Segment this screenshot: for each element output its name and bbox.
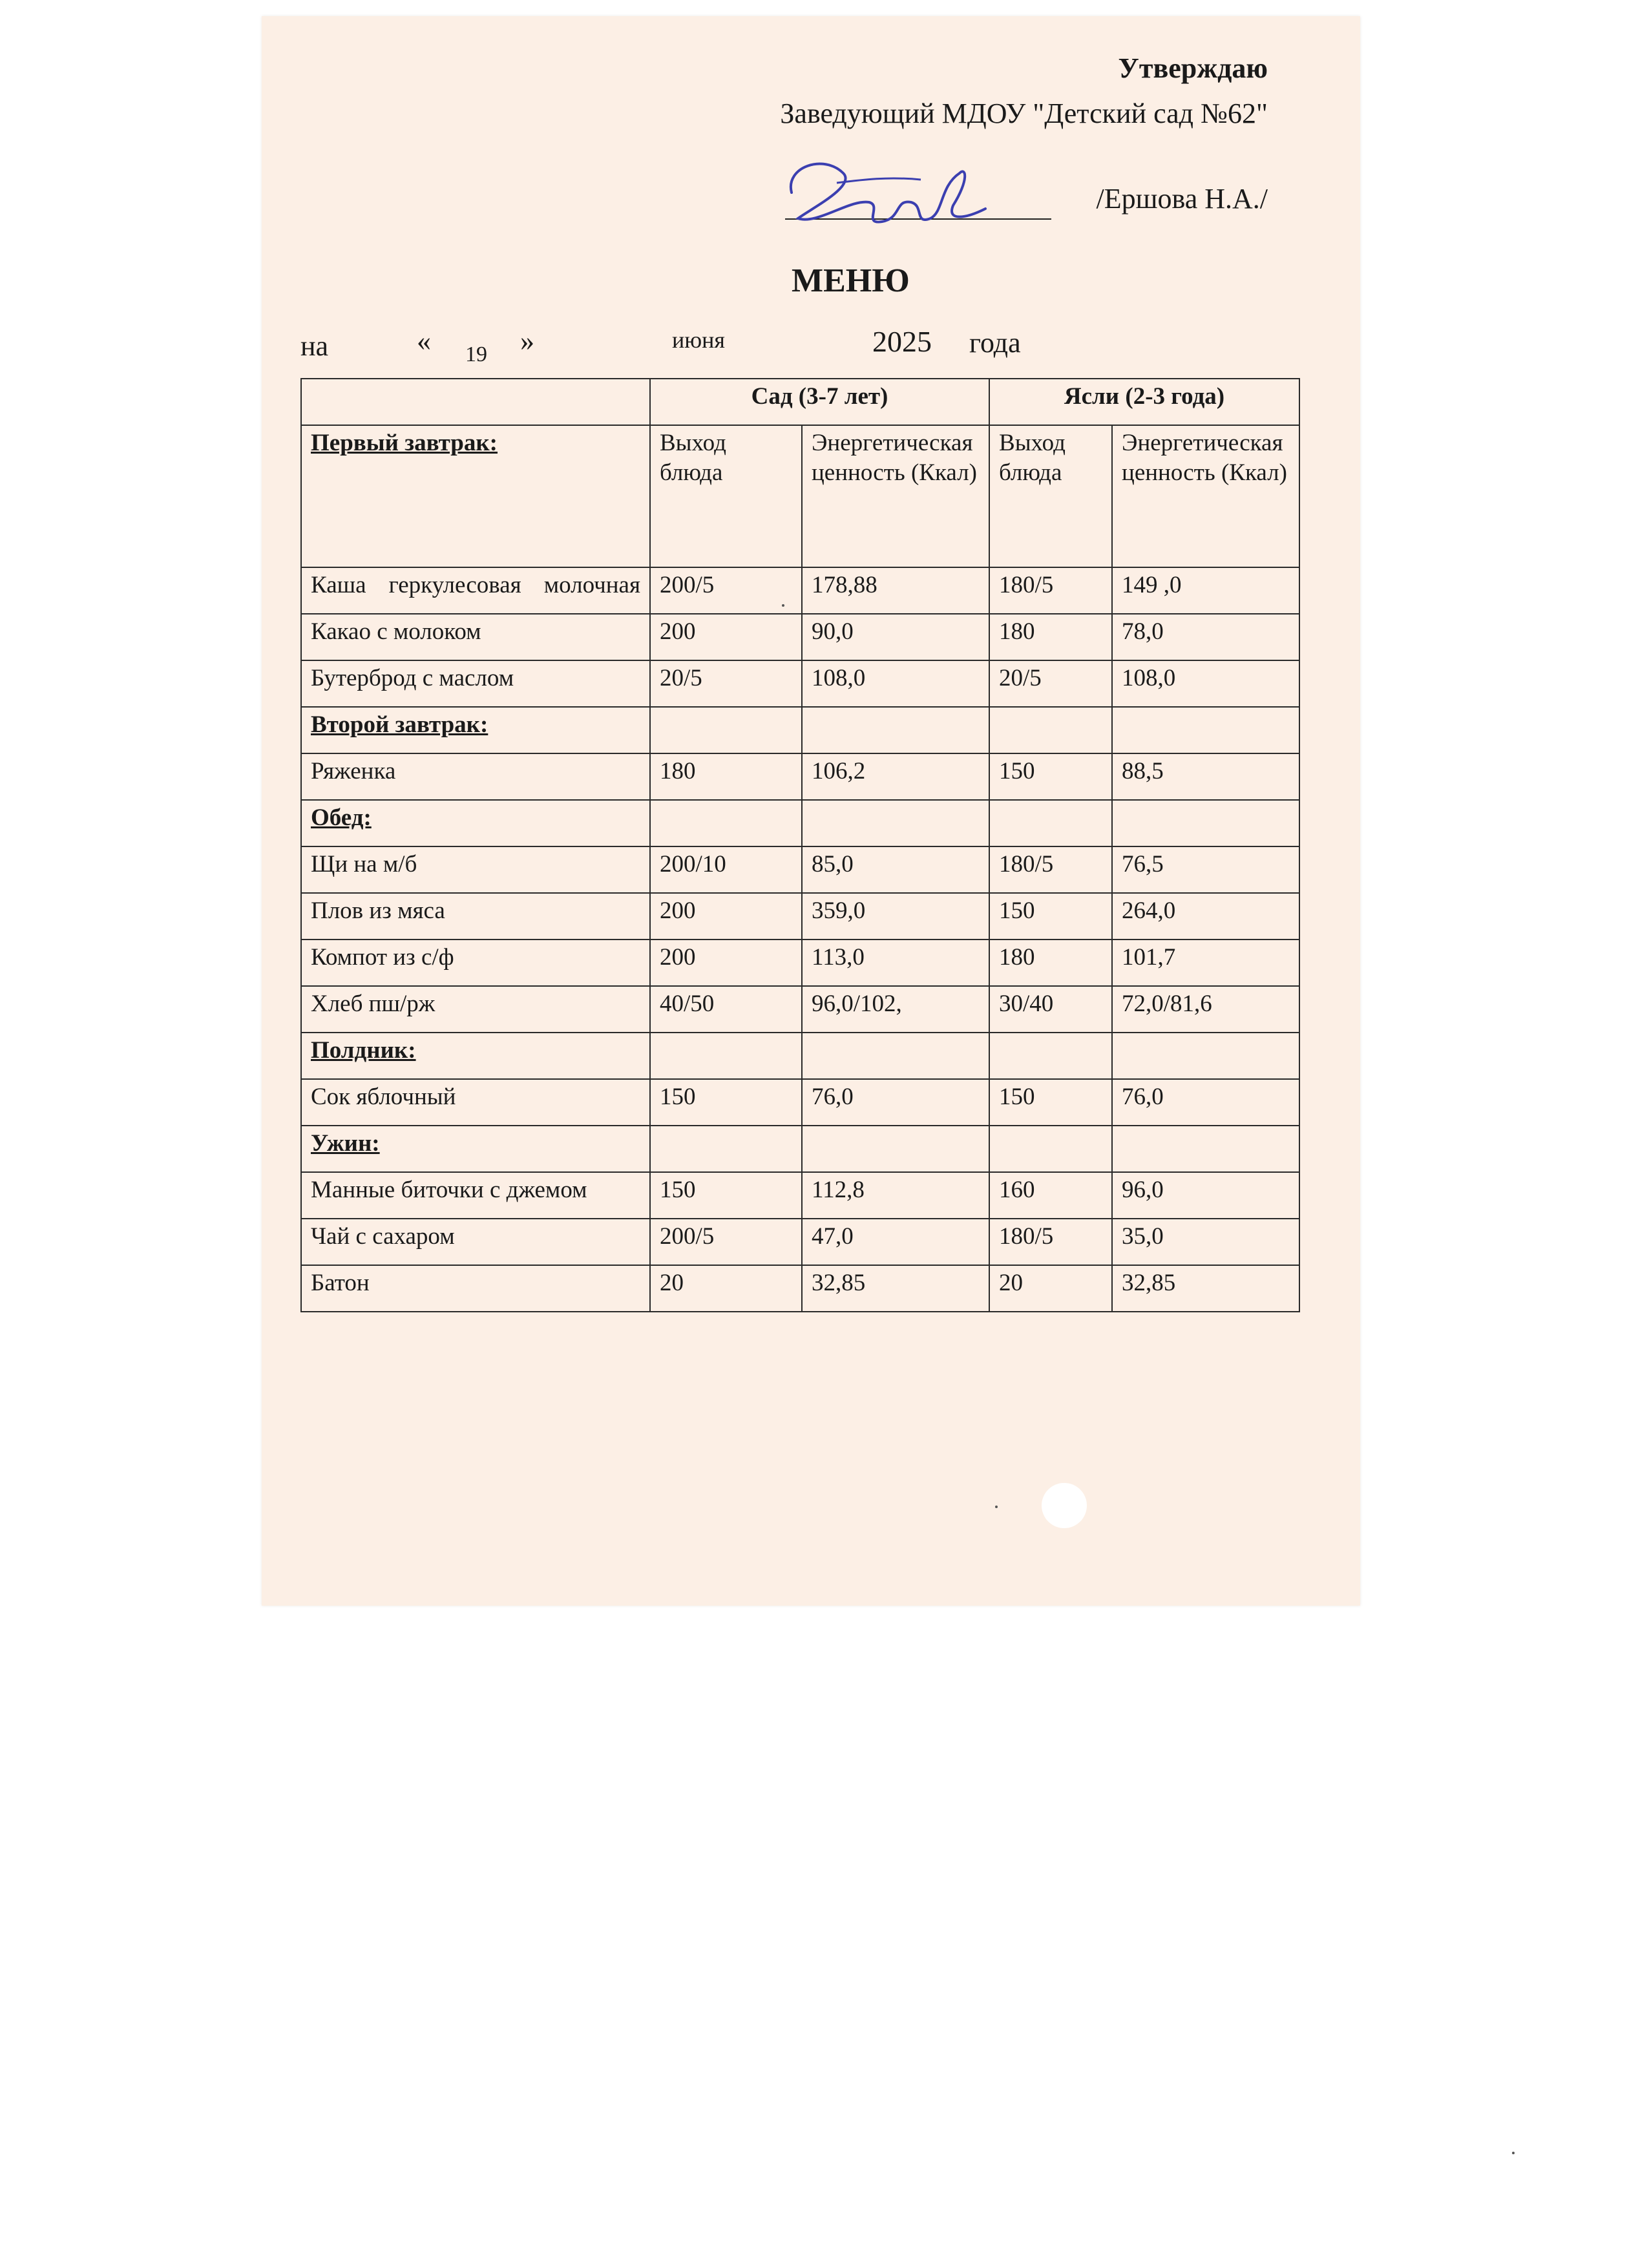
section-title: Полдник: — [301, 1033, 650, 1079]
dish-cell: Плов из мяса — [301, 893, 650, 940]
dish-cell: Хлеб пш/рж — [301, 986, 650, 1033]
table-row — [301, 1172, 1299, 1219]
blank-cell — [301, 379, 650, 425]
column-header-row — [301, 425, 1299, 567]
yasli-output-cell: 30/40 — [989, 986, 1112, 1033]
yasli-energy-cell: 264,0 — [1112, 893, 1299, 940]
sad-energy-cell: 76,0 — [802, 1079, 989, 1126]
dish-cell: Манные биточки с джемом — [301, 1172, 650, 1219]
yasli-energy-cell: 76,0 — [1112, 1079, 1299, 1126]
group-sad-header: Сад (3-7 лет) — [650, 379, 989, 425]
sad-energy-cell: 85,0 — [802, 846, 989, 893]
sad-output-cell: 200/5 — [650, 1219, 802, 1265]
sad-output-cell: 200/5 — [650, 567, 802, 614]
blank-cell — [1112, 800, 1299, 846]
table-row — [301, 1079, 1299, 1126]
date-prefix: на — [300, 330, 329, 362]
dish-cell: Сок яблочный — [301, 1079, 650, 1126]
sad-output-cell: 20/5 — [650, 660, 802, 707]
speck — [995, 1506, 998, 1508]
group-yasli-header: Ясли (2-3 года) — [989, 379, 1299, 425]
sad-energy-cell: 112,8 — [802, 1172, 989, 1219]
head-of-kindergarten-line: Заведующий МДОУ "Детский сад №62" — [780, 98, 1268, 129]
date-suffix: года — [969, 327, 1021, 359]
col-energy-sad: Энергетическая ценность (Ккал) — [802, 425, 989, 567]
blank-cell — [650, 800, 802, 846]
menu-table — [300, 378, 1300, 1312]
dish-cell: Компот из с/ф — [301, 940, 650, 986]
signature-mark — [772, 147, 1005, 244]
blank-cell — [989, 707, 1112, 753]
section-title: Второй завтрак: — [301, 707, 650, 753]
yasli-output-cell: 150 — [989, 893, 1112, 940]
group-header-row — [301, 379, 1299, 425]
yasli-output-cell: 150 — [989, 753, 1112, 800]
blank-cell — [650, 707, 802, 753]
sad-energy-cell: 359,0 — [802, 893, 989, 940]
table-row — [301, 1219, 1299, 1265]
yasli-output-cell: 150 — [989, 1079, 1112, 1126]
yasli-output-cell: 20/5 — [989, 660, 1112, 707]
blank-cell — [802, 1126, 989, 1172]
section-title: Первый завтрак: — [301, 425, 650, 567]
yasli-energy-cell: 108,0 — [1112, 660, 1299, 707]
sad-energy-cell: 108,0 — [802, 660, 989, 707]
sad-output-cell: 150 — [650, 1079, 802, 1126]
table-row — [301, 940, 1299, 986]
document-title: МЕНЮ — [792, 262, 910, 299]
dish-cell: Какао с молоком — [301, 614, 650, 660]
yasli-output-cell: 180/5 — [989, 567, 1112, 614]
dish-cell: Каша геркулесовая молочная — [301, 567, 650, 614]
date-open-quote: « — [417, 325, 431, 357]
blank-cell — [802, 1033, 989, 1079]
table-row — [301, 753, 1299, 800]
yasli-energy-cell: 35,0 — [1112, 1219, 1299, 1265]
blank-cell — [650, 1033, 802, 1079]
sad-output-cell: 180 — [650, 753, 802, 800]
speck — [782, 604, 784, 607]
blank-cell — [802, 707, 989, 753]
date-year: 2025 — [872, 325, 932, 358]
blank-cell — [1112, 1033, 1299, 1079]
date-close-quote: » — [520, 325, 534, 357]
punch-hole — [1042, 1483, 1087, 1528]
sad-energy-cell: 96,0/102, — [802, 986, 989, 1033]
table-row — [301, 893, 1299, 940]
col-energy-yasli: Энергетическая ценность (Ккал) — [1112, 425, 1299, 567]
table-row — [301, 660, 1299, 707]
blank-cell — [989, 800, 1112, 846]
signatory-name: /Ершова Н.А./ — [1096, 183, 1268, 215]
date-day: 19 — [465, 342, 487, 366]
sad-energy-cell: 32,85 — [802, 1265, 989, 1312]
sad-output-cell: 200 — [650, 614, 802, 660]
yasli-output-cell: 180 — [989, 614, 1112, 660]
yasli-energy-cell: 96,0 — [1112, 1172, 1299, 1219]
dish-cell: Чай с сахаром — [301, 1219, 650, 1265]
sad-output-cell: 200 — [650, 893, 802, 940]
dish-cell: Ряженка — [301, 753, 650, 800]
sad-energy-cell: 113,0 — [802, 940, 989, 986]
col-output-sad: Выход блюда — [650, 425, 802, 567]
table-row — [301, 846, 1299, 893]
section-row — [301, 800, 1299, 846]
speck — [1512, 2152, 1515, 2154]
section-title: Обед: — [301, 800, 650, 846]
section-row — [301, 707, 1299, 753]
blank-cell — [989, 1033, 1112, 1079]
yasli-output-cell: 180/5 — [989, 1219, 1112, 1265]
date-month: июня — [672, 327, 725, 353]
sad-output-cell: 200/10 — [650, 846, 802, 893]
approve-label: Утверждаю — [1118, 52, 1268, 84]
yasli-energy-cell: 78,0 — [1112, 614, 1299, 660]
table-row — [301, 567, 1299, 614]
yasli-energy-cell: 72,0/81,6 — [1112, 986, 1299, 1033]
sad-output-cell: 200 — [650, 940, 802, 986]
yasli-output-cell: 160 — [989, 1172, 1112, 1219]
table-row — [301, 614, 1299, 660]
yasli-output-cell: 180/5 — [989, 846, 1112, 893]
sad-output-cell: 40/50 — [650, 986, 802, 1033]
sad-output-cell: 150 — [650, 1172, 802, 1219]
sad-output-cell: 20 — [650, 1265, 802, 1312]
sad-energy-cell: 47,0 — [802, 1219, 989, 1265]
section-title: Ужин: — [301, 1126, 650, 1172]
sad-energy-cell: 90,0 — [802, 614, 989, 660]
blank-cell — [1112, 1126, 1299, 1172]
blank-cell — [989, 1126, 1112, 1172]
sad-energy-cell: 106,2 — [802, 753, 989, 800]
table-row — [301, 986, 1299, 1033]
blank-cell — [802, 800, 989, 846]
yasli-energy-cell: 101,7 — [1112, 940, 1299, 986]
yasli-energy-cell: 32,85 — [1112, 1265, 1299, 1312]
dish-cell: Щи на м/б — [301, 846, 650, 893]
yasli-output-cell: 20 — [989, 1265, 1112, 1312]
yasli-energy-cell: 149 ,0 — [1112, 567, 1299, 614]
blank-cell — [650, 1126, 802, 1172]
section-row — [301, 1033, 1299, 1079]
section-row — [301, 1126, 1299, 1172]
yasli-output-cell: 180 — [989, 940, 1112, 986]
menu-table-body — [301, 379, 1299, 1312]
col-output-yasli: Выход блюда — [989, 425, 1112, 567]
blank-cell — [1112, 707, 1299, 753]
sad-energy-cell: 178,88 — [802, 567, 989, 614]
table-row — [301, 1265, 1299, 1312]
yasli-energy-cell: 88,5 — [1112, 753, 1299, 800]
dish-cell: Батон — [301, 1265, 650, 1312]
dish-cell: Бутерброд с маслом — [301, 660, 650, 707]
yasli-energy-cell: 76,5 — [1112, 846, 1299, 893]
